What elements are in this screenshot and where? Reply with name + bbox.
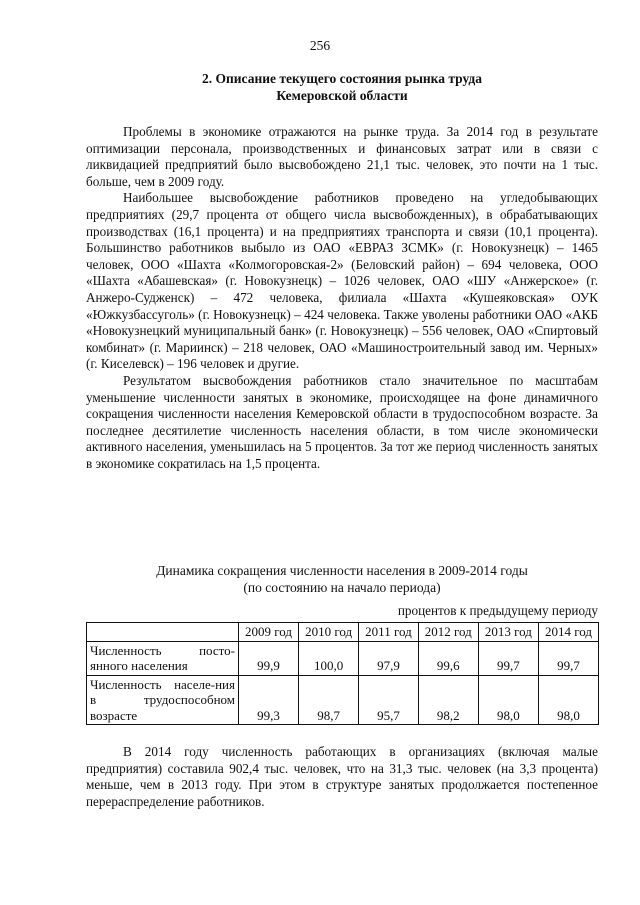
table-cell: 99,3 <box>239 675 299 725</box>
table-caption-line-2: (по состоянию на начало периода) <box>243 580 441 595</box>
section-heading-line-2: Кемеровской области <box>276 88 408 103</box>
table-header-cell: 2013 год <box>478 623 538 642</box>
table-cell: 98,0 <box>478 675 538 725</box>
table-header-row <box>87 623 599 642</box>
table-caption-line-1: Динамика сокращения численности населения в 2009-2014 годы <box>156 563 528 578</box>
table-cell: 100,0 <box>299 641 359 675</box>
table-header-cell: 2010 год <box>299 623 359 642</box>
paragraph: Проблемы в экономике отражаются на рынке труда. За 2014 год в результате оптимизации персонала, производственных и финансовых затрат или в связи с ликвидацией предприятий было высвобождено 21,1 тыс. человек, это почти на 1 тыс. больше, чем в 2009 году. <box>86 124 598 189</box>
page-number: 256 <box>309 38 331 53</box>
table-cell: 98,0 <box>538 675 598 725</box>
table-header-cell <box>87 623 239 642</box>
table-cell: 95,7 <box>359 675 419 725</box>
paragraph: Результатом высвобождения работников стало значительное по масштабам уменьшение численности занятых в экономике, происходящее на фоне динамичного сокращения численности населения Кемеровской области в трудоспособном возрасте. За последнее десятилетие численность населения области, в том числе экономически активного населения, уменьшилась на 5 процентов. За тот же период численность занятых в экономике сократилась на 1,5 процента. <box>86 372 598 471</box>
table-unit-note: процентов к предыдущему периоду <box>397 603 598 618</box>
table-cell: 98,2 <box>418 675 478 725</box>
table-header-cell: 2014 год <box>538 623 598 642</box>
population-dynamics-table <box>86 622 599 725</box>
table-caption <box>86 562 598 596</box>
table-cell: 99,9 <box>239 641 299 675</box>
body-text-bottom <box>86 744 598 810</box>
row-label: Численность населе-ния в трудоспособном возрасте <box>87 675 239 725</box>
section-heading <box>86 70 598 104</box>
table-row <box>87 675 599 725</box>
body-text-top <box>86 124 598 472</box>
table-cell: 97,9 <box>359 641 419 675</box>
table-row <box>87 641 599 675</box>
table-cell: 99,6 <box>418 641 478 675</box>
table-header-cell: 2012 год <box>418 623 478 642</box>
table-header-cell: 2009 год <box>239 623 299 642</box>
section-heading-line-1: 2. Описание текущего состояния рынка труда <box>201 71 482 86</box>
table-header-cell: 2011 год <box>359 623 419 642</box>
table-cell: 99,7 <box>538 641 598 675</box>
paragraph: В 2014 году численность работающих в организациях (включая малые предприятия) составила 902,4 тыс. человек, что на 31,3 тыс. человек (на 3,3 процента) меньше, чем в 2013 году. При этом в структуре занятых продолжается постепенное перераспределение работников. <box>86 744 598 809</box>
table-cell: 98,7 <box>299 675 359 725</box>
table-cell: 99,7 <box>478 641 538 675</box>
row-label: Численность посто-янного населения <box>87 641 239 675</box>
paragraph: Наибольшее высвобождение работников проведено на угледобывающих предприятиях (29,7 процента от общего числа высвобожденных), в обрабатывающих производствах (16,1 процента) и на предприятиях транспорта и связи (10,1 процента). Большинство работников выбыло из ОАО «ЕВРАЗ ЗСМК» (г. Новокузнецк) – 1465 человек, ООО «Шахта «Колмогоровская-2» (Беловский район) – 694 человека, ООО «Шахта «Абашевская» (г. Новокузнецк) – 1026 человек, ОАО «ШУ «Анжерское» (г. Анжеро-Судженск) – 472 человека, филиала «Шахта «Кушеяковская» ОУК «Южкузбассуголь» (г. Новокузнецк) – 424 человека. Также уволены работники ОАО «АКБ «Новокузнецкий муниципальный банк» (г. Новокузнецк) – 556 человек, ОАО «Спиртовый комбинат» (г. Мариинск) – 218 человек, ОАО «Машиностроительный завод им. Черных» (г. Киселевск) – 196 человек и другие. <box>86 190 598 372</box>
